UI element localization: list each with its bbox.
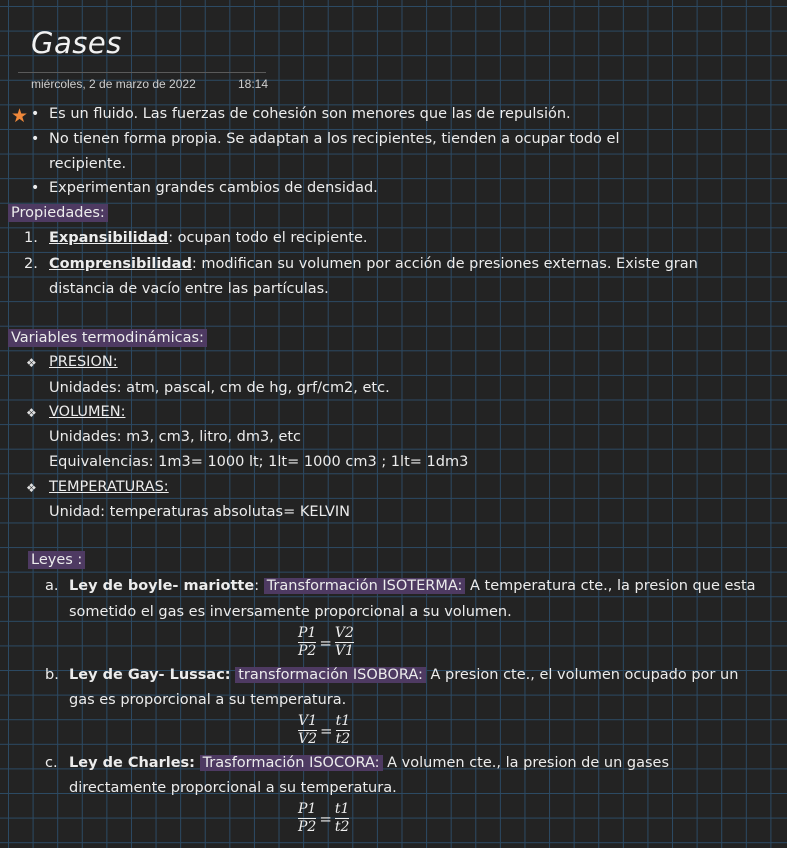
volumen-units: Unidades: m3, cm3, litro, dm3, etc bbox=[49, 429, 302, 445]
diamond-bullet-icon: ❖ bbox=[26, 481, 37, 495]
ley-text: A volumen cte., la presion de un gases bbox=[382, 755, 669, 771]
formula-charles bbox=[298, 802, 349, 836]
fraction bbox=[298, 714, 317, 748]
presion-units: Unidades: atm, pascal, cm de hg, grf/cm2, etc. bbox=[49, 380, 390, 396]
formula-gay-lussac bbox=[298, 714, 350, 748]
ley-sep: : bbox=[254, 578, 264, 594]
denominator: t2 bbox=[334, 819, 350, 836]
term-expansibilidad: Expansibilidad bbox=[49, 230, 169, 246]
numerator: t1 bbox=[335, 713, 351, 729]
ley-b-cont: gas es proporcional a su temperatura. bbox=[69, 692, 347, 708]
bullet-icon: • bbox=[31, 180, 40, 196]
intro-bullet-3: Experimentan grandes cambios de densidad. bbox=[49, 180, 378, 196]
intro-bullet-2: No tienen forma propia. Se adaptan a los recipientes, tienden a ocupar todo el bbox=[49, 131, 620, 147]
ley-boyle-mariotte bbox=[69, 578, 756, 594]
transform-label: Trasformación ISOCORA: bbox=[200, 755, 383, 771]
equals-sign: = bbox=[319, 633, 332, 652]
fraction bbox=[336, 714, 351, 748]
formula-boyle bbox=[298, 626, 354, 660]
intro-bullet-2-cont: recipiente. bbox=[49, 156, 127, 172]
list-letter: a. bbox=[45, 578, 59, 594]
propiedad-expansibilidad bbox=[49, 230, 368, 246]
ley-charles bbox=[69, 755, 669, 771]
page-time: 18:14 bbox=[238, 77, 269, 91]
ley-name: Ley de Gay- Lussac: bbox=[69, 667, 231, 683]
fraction bbox=[335, 626, 354, 660]
ley-name: Ley de Charles: bbox=[69, 755, 195, 771]
list-letter: b. bbox=[45, 667, 59, 683]
ley-text: A temperatura cte., la presion que esta bbox=[465, 578, 756, 594]
denominator: P2 bbox=[298, 819, 317, 836]
list-number: 2. bbox=[24, 256, 38, 272]
propiedades-heading: Propiedades: bbox=[8, 204, 108, 222]
numerator: V1 bbox=[298, 713, 318, 729]
denominator: t2 bbox=[335, 731, 351, 748]
ley-text: A presion cte., el volumen ocupado por un bbox=[425, 667, 739, 683]
bullet-icon: • bbox=[31, 131, 40, 147]
diamond-bullet-icon: ❖ bbox=[26, 406, 37, 420]
list-letter: c. bbox=[45, 755, 58, 771]
equals-sign: = bbox=[320, 721, 333, 740]
bullet-icon: • bbox=[31, 106, 40, 122]
numerator: t1 bbox=[334, 801, 350, 817]
presion-label: PRESION: bbox=[49, 354, 118, 370]
ley-name: Ley de boyle- mariotte bbox=[69, 578, 255, 594]
numerator: P1 bbox=[298, 801, 317, 817]
propiedad-comprensibilidad bbox=[49, 256, 698, 272]
denominator: V1 bbox=[334, 643, 354, 660]
list-number: 1. bbox=[24, 230, 38, 246]
equals-sign: = bbox=[319, 809, 332, 828]
transform-label: transformación ISOBORA: bbox=[235, 667, 426, 683]
fraction bbox=[335, 802, 350, 836]
ley-gay-lussac bbox=[69, 667, 738, 683]
star-tag-icon[interactable]: ★ bbox=[11, 105, 29, 127]
term-comprensibilidad: Comprensibilidad bbox=[49, 256, 192, 272]
denominator: V2 bbox=[298, 731, 318, 748]
term-text: : ocupan todo el recipiente. bbox=[168, 230, 368, 246]
volumen-equiv: Equivalencias: 1m3= 1000 lt; 1lt= 1000 cm3 ; 1lt= 1dm3 bbox=[49, 454, 469, 470]
fraction bbox=[298, 626, 316, 660]
page-date: miércoles, 2 de marzo de 2022 bbox=[31, 77, 196, 91]
volumen-label: VOLUMEN: bbox=[49, 404, 126, 420]
fraction bbox=[298, 802, 316, 836]
title-divider bbox=[18, 72, 266, 73]
propiedad-cont: distancia de vacío entre las partículas. bbox=[49, 281, 329, 297]
denominator: P2 bbox=[298, 643, 317, 660]
intro-bullet-1: Es un fluido. Las fuerzas de cohesión son menores que las de repulsión. bbox=[49, 106, 571, 122]
ley-a-cont: sometido el gas es inversamente proporcional a su volumen. bbox=[69, 604, 512, 620]
numerator: P1 bbox=[298, 625, 317, 641]
temperaturas-label: TEMPERATURAS: bbox=[49, 479, 169, 495]
diamond-bullet-icon: ❖ bbox=[26, 356, 37, 370]
ley-c-cont: directamente proporcional a su temperatura. bbox=[69, 780, 397, 796]
leyes-heading: Leyes : bbox=[28, 551, 85, 569]
numerator: V2 bbox=[334, 625, 354, 641]
temperaturas-units: Unidad: temperaturas absolutas= KELVIN bbox=[49, 504, 351, 520]
page-title[interactable]: Gases bbox=[31, 26, 122, 60]
variables-heading: Variables termodinámicas: bbox=[8, 329, 207, 347]
term-text: : modifican su volumen por acción de presiones externas. Existe gran bbox=[191, 256, 698, 272]
transform-label: Transformación ISOTERMA: bbox=[264, 578, 466, 594]
